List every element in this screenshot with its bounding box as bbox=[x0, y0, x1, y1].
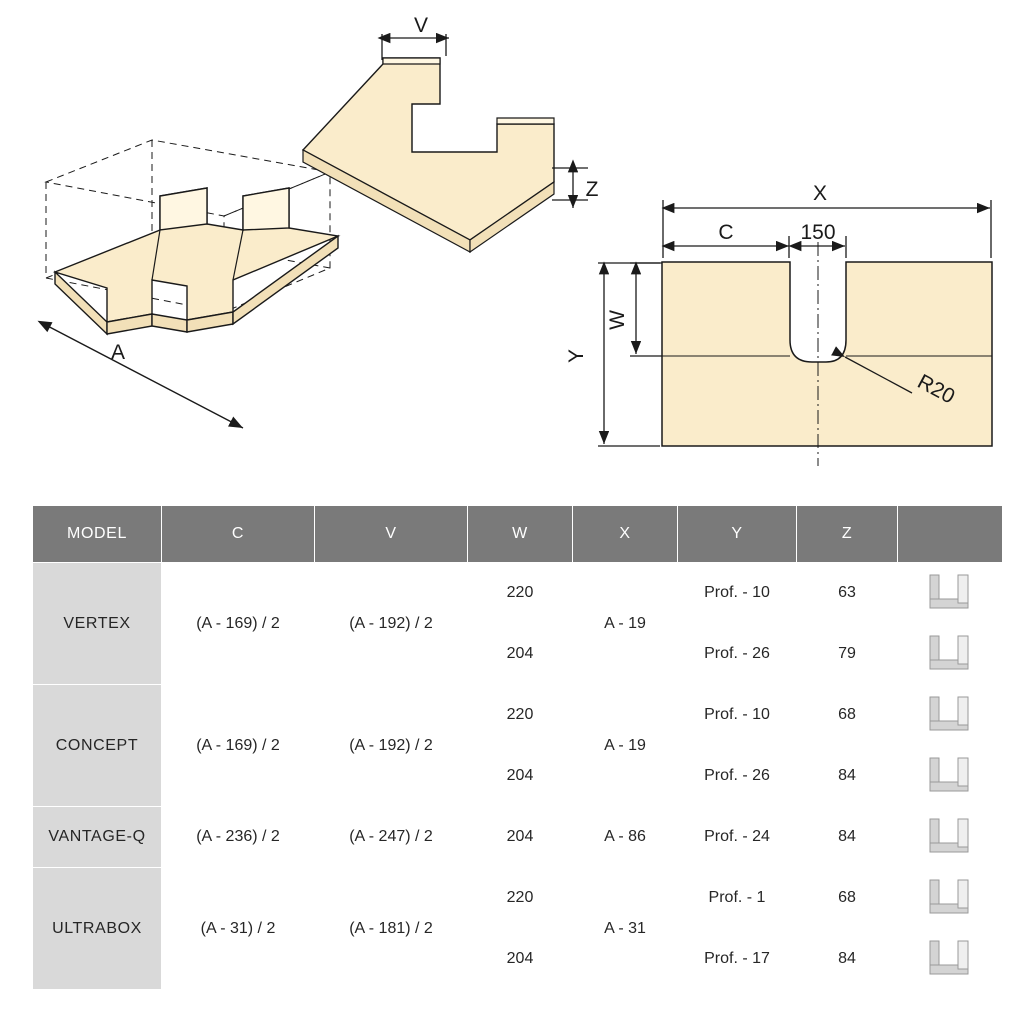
bracket-profile-icon bbox=[914, 691, 986, 739]
cell-w: 220 bbox=[468, 868, 573, 929]
cell-profile-icon bbox=[898, 563, 1003, 624]
cell-c: (A - 31) / 2 bbox=[162, 868, 315, 990]
table-row bbox=[33, 563, 1003, 624]
column-header-x: X bbox=[573, 506, 678, 563]
cell-model: CONCEPT bbox=[33, 685, 162, 807]
cell-w: 220 bbox=[468, 563, 573, 624]
dimension-label-W: W bbox=[606, 310, 629, 330]
bracket-profile-icon bbox=[914, 569, 986, 617]
cell-y: Prof. - 10 bbox=[678, 563, 797, 624]
cell-y: Prof. - 1 bbox=[678, 868, 797, 929]
cell-y: Prof. - 24 bbox=[678, 807, 797, 868]
cell-y: Prof. - 26 bbox=[678, 746, 797, 807]
specification-table bbox=[32, 505, 1003, 990]
cell-z: 84 bbox=[797, 929, 898, 990]
dimension-label-X: X bbox=[812, 182, 828, 205]
bracket-profile-icon bbox=[914, 874, 986, 922]
column-header-c: C bbox=[162, 506, 315, 563]
column-header-v: V bbox=[315, 506, 468, 563]
cell-z: 68 bbox=[797, 868, 898, 929]
cell-y: Prof. - 10 bbox=[678, 685, 797, 746]
cell-model: VANTAGE-Q bbox=[33, 807, 162, 868]
front-elevation-view bbox=[565, 182, 992, 466]
cell-x: A - 19 bbox=[573, 685, 678, 807]
column-header-z: Z bbox=[797, 506, 898, 563]
cell-y: Prof. - 17 bbox=[678, 929, 797, 990]
cell-z: 63 bbox=[797, 563, 898, 624]
cell-profile-icon bbox=[898, 624, 1003, 685]
isometric-view bbox=[40, 140, 338, 428]
table-row bbox=[33, 807, 1003, 868]
table-row bbox=[33, 868, 1003, 929]
cell-z: 68 bbox=[797, 685, 898, 746]
cell-z: 84 bbox=[797, 807, 898, 868]
column-header-w: W bbox=[468, 506, 573, 563]
specification-table-container bbox=[32, 505, 994, 990]
cell-c: (A - 169) / 2 bbox=[162, 563, 315, 685]
table-row bbox=[33, 685, 1003, 746]
column-header-icon bbox=[898, 506, 1003, 563]
cell-c: (A - 169) / 2 bbox=[162, 685, 315, 807]
table-header-row bbox=[33, 506, 1003, 563]
dimension-label-A: A bbox=[110, 341, 126, 364]
cell-w: 220 bbox=[468, 685, 573, 746]
cell-profile-icon bbox=[898, 685, 1003, 746]
bracket-profile-icon bbox=[914, 935, 986, 983]
cell-w: 204 bbox=[468, 746, 573, 807]
flat-part-view bbox=[303, 14, 599, 252]
cell-v: (A - 192) / 2 bbox=[315, 685, 468, 807]
bracket-profile-icon bbox=[914, 752, 986, 800]
cell-y: Prof. - 26 bbox=[678, 624, 797, 685]
dimension-label-R20: R20 bbox=[913, 370, 959, 409]
bracket-profile-icon bbox=[914, 630, 986, 678]
cell-c: (A - 236) / 2 bbox=[162, 807, 315, 868]
cell-model: ULTRABOX bbox=[33, 868, 162, 990]
dimension-label-V: V bbox=[413, 14, 429, 37]
cell-w: 204 bbox=[468, 807, 573, 868]
cell-v: (A - 192) / 2 bbox=[315, 563, 468, 685]
column-header-y: Y bbox=[678, 506, 797, 563]
column-header-model: MODEL bbox=[33, 506, 162, 563]
cell-x: A - 31 bbox=[573, 868, 678, 990]
cell-profile-icon bbox=[898, 929, 1003, 990]
cell-x: A - 86 bbox=[573, 807, 678, 868]
dimension-label-Y: Y bbox=[565, 348, 588, 364]
dimension-label-150: 150 bbox=[800, 221, 836, 244]
cell-z: 79 bbox=[797, 624, 898, 685]
cell-w: 204 bbox=[468, 624, 573, 685]
cell-v: (A - 247) / 2 bbox=[315, 807, 468, 868]
cell-profile-icon bbox=[898, 746, 1003, 807]
cell-z: 84 bbox=[797, 746, 898, 807]
technical-drawing-area bbox=[0, 0, 1024, 492]
bracket-profile-icon bbox=[914, 813, 986, 861]
cell-profile-icon bbox=[898, 868, 1003, 929]
cell-profile-icon bbox=[898, 807, 1003, 868]
cell-w: 204 bbox=[468, 929, 573, 990]
dimension-label-Z: Z bbox=[585, 178, 599, 201]
cell-v: (A - 181) / 2 bbox=[315, 868, 468, 990]
cell-model: VERTEX bbox=[33, 563, 162, 685]
dimension-label-C: C bbox=[718, 221, 734, 244]
cell-x: A - 19 bbox=[573, 563, 678, 685]
